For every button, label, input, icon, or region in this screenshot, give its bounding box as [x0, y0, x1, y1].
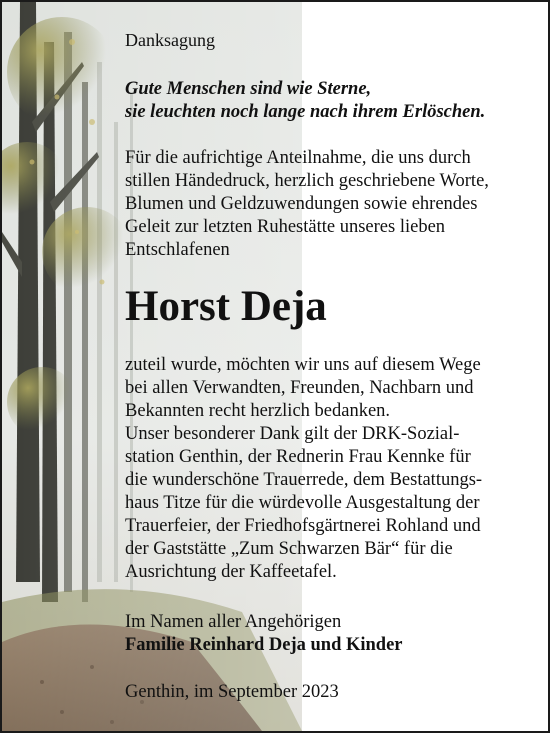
closing-line: Im Namen aller Angehörigen: [125, 612, 342, 632]
text-line: Blumen und Geldzuwendungen sowie ehrendes: [125, 194, 478, 214]
text-line: station Genthin, der Rednerin Frau Kennke für: [125, 447, 471, 467]
text-line: Entschlafenen: [125, 240, 230, 260]
text-line: haus Titze für die würdevolle Ausgestaltung der: [125, 493, 480, 513]
text-line: stillen Händedruck, herzlich geschriebene Worte,: [125, 171, 489, 191]
text-line: Geleit zur letzten Ruhestätte unseres lieben: [125, 217, 446, 237]
notice-heading: Danksagung: [125, 30, 215, 50]
text-line: Trauerfeier, der Friedhofsgärtnerei Rohland und: [125, 516, 481, 536]
text-line: zuteil wurde, möchten wir uns auf diesem Wege: [125, 355, 481, 375]
quote-line: Gute Menschen sind wie Sterne,: [125, 79, 372, 99]
text-line: bei allen Verwandten, Freunden, Nachbarn und: [125, 378, 474, 398]
memorial-quote: [125, 78, 485, 124]
thanks-paragraph: [125, 354, 482, 584]
text-line: der Gaststätte „Zum Schwarzen Bär“ für die: [125, 539, 453, 559]
signature-block: [125, 611, 403, 657]
deceased-name: Horst Deja: [125, 283, 327, 330]
intro-paragraph: [125, 147, 489, 262]
text-line: die wunderschöne Trauerrede, dem Bestattungs-: [125, 470, 483, 490]
family-signature: Familie Reinhard Deja und Kinder: [125, 635, 403, 655]
text-line: Ausrichtung der Kaffeetafel.: [125, 562, 337, 582]
text-line: Bekannten recht herzlich bedanken.: [125, 401, 391, 421]
quote-line: sie leuchten noch lange nach ihrem Erlöschen.: [125, 102, 486, 122]
text-line: Unser besonderer Dank gilt der DRK-Sozial-: [125, 424, 460, 444]
place-date: Genthin, im September 2023: [125, 682, 339, 702]
text-line: Für die aufrichtige Anteilnahme, die uns durch: [125, 148, 471, 168]
